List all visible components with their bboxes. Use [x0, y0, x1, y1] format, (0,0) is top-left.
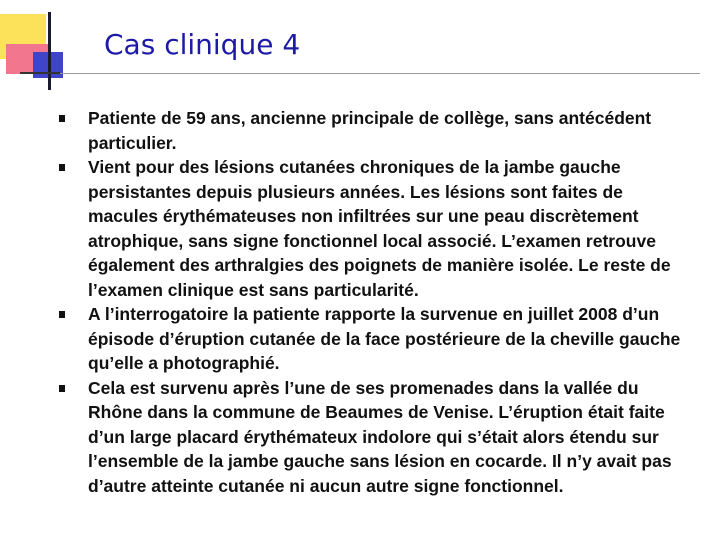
bullet-text: Patiente de 59 ans, ancienne principale de collège, sans antécédent particulier. [88, 108, 652, 153]
bullet-item [58, 155, 688, 302]
slide-title: Cas clinique 4 [104, 28, 301, 61]
decor-horizontal-accent [20, 72, 60, 74]
bullet-square-icon [59, 115, 65, 122]
bullet-text: A l’interrogatoire la patiente rapporte la survenue en juillet 2008 d’un épisode d’éruption cutanée de la face postérieure de la cheville gauche qu’elle a photographié. [88, 304, 681, 373]
bullet-text: Vient pour des lésions cutanées chroniques de la jambe gauche persistantes depuis plusieurs années. Les lésions sont faites de macules érythémateuses non infiltrées sur une peau discrètement atrophique, sans signe fonctionnel local associé. L’examen retrouve également des arthralgies des poignets de manière isolée. Le reste de l’examen clinique est sans particularité. [88, 157, 671, 300]
bullet-square-icon [59, 385, 65, 392]
bullet-list [58, 106, 688, 498]
title-underline [20, 73, 700, 74]
bullet-item [58, 302, 688, 376]
bullet-item [58, 106, 688, 155]
decor-vertical-line [48, 12, 51, 90]
bullet-item [58, 376, 688, 499]
bullet-square-icon [59, 311, 65, 318]
bullet-square-icon [59, 164, 65, 171]
bullet-text: Cela est survenu après l’une de ses promenades dans la vallée du Rhône dans la commune de Beaumes de Venise. L’éruption était faite d’un large placard érythémateux indolore qui s’était alors étendu sur l’ensemble de la jambe gauche sans lésion en cocarde. Il n’y avait pas d’autre atteinte cutanée ni aucun autre signe fonctionnel. [88, 377, 672, 496]
